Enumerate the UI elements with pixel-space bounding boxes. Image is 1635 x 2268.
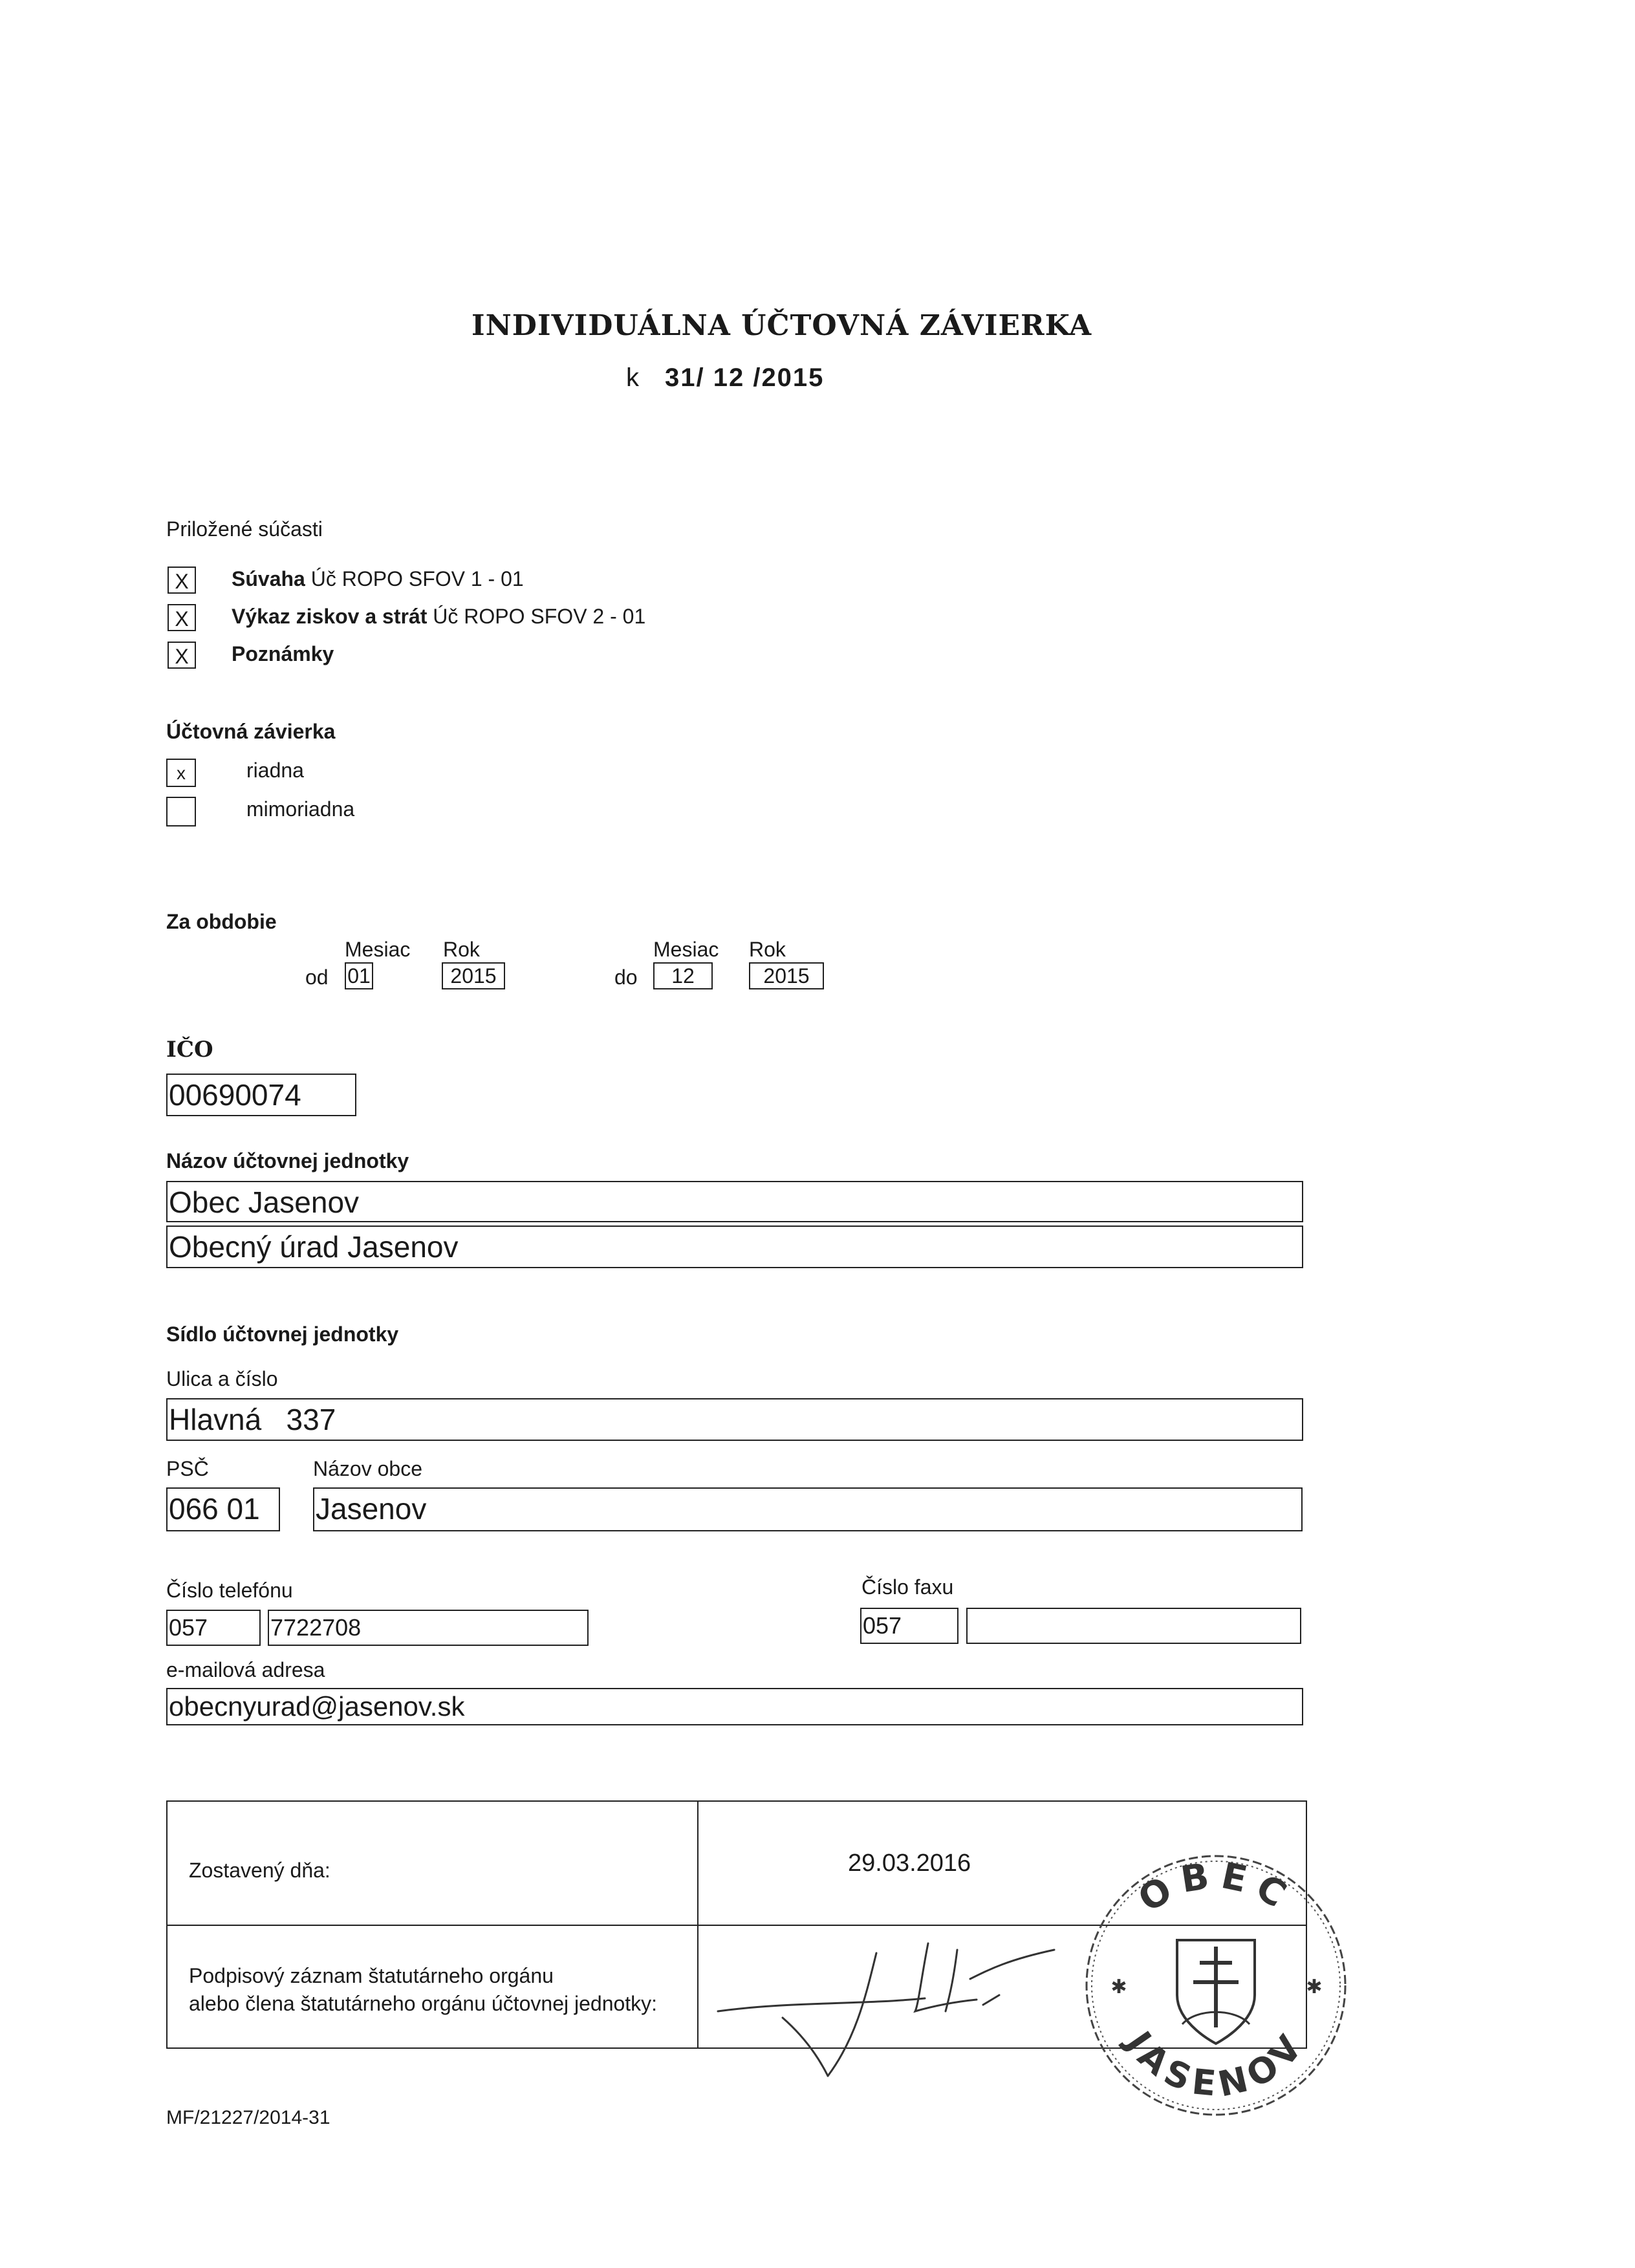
stamp-star-icon: ✱ <box>1110 1976 1127 1998</box>
closing-date-value: 31/ 12 /2015 <box>665 363 825 392</box>
closing-date-prefix: k <box>626 363 639 392</box>
attachment-checkbox-poznamky[interactable]: X <box>168 642 196 669</box>
phone-prefix-field[interactable]: 057 <box>166 1610 261 1646</box>
entity-name-line2-field[interactable]: Obecný úrad Jasenov <box>166 1226 1303 1268</box>
stamp-bottom-text: JASENOV <box>1118 2023 1314 2105</box>
statement-type-extraordinary-label: mimoriadna <box>246 797 355 821</box>
svg-text:OBEC <box>1131 1854 1301 1921</box>
attachment-name: Poznámky <box>232 642 334 665</box>
official-stamp <box>1074 1843 1358 2128</box>
statement-type-checkbox-extraordinary[interactable] <box>166 797 196 826</box>
period-to-month-label: Mesiac <box>653 938 719 961</box>
closing-date <box>626 363 824 393</box>
city-label: Názov obce <box>313 1457 422 1480</box>
attachment-item-suvaha <box>232 567 524 591</box>
ico-label: IČO <box>166 1037 213 1063</box>
fax-prefix-field[interactable]: 057 <box>860 1608 958 1644</box>
attachments-label: Priložené súčasti <box>166 517 323 541</box>
ico-field[interactable]: 00690074 <box>166 1074 356 1116</box>
statement-type-regular-label: riadna <box>246 759 304 782</box>
email-field[interactable]: obecnyurad@jasenov.sk <box>166 1688 1303 1725</box>
attachment-name: Výkaz ziskov a strát <box>232 605 428 628</box>
compiled-on-date: 29.03.2016 <box>848 1850 971 1877</box>
period-from-month-label: Mesiac <box>345 938 411 961</box>
attachment-code: Úč ROPO SFOV 2 - 01 <box>433 605 646 628</box>
street-label: Ulica a číslo <box>166 1367 278 1390</box>
attachment-checkbox-vykaz[interactable]: X <box>168 604 196 631</box>
email-label: e-mailová adresa <box>166 1658 325 1681</box>
stamp-top-text: OBEC <box>1131 1854 1301 1921</box>
period-to-year-label: Rok <box>749 938 786 961</box>
city-field[interactable]: Jasenov <box>313 1487 1303 1531</box>
attachment-item-poznamky <box>232 642 334 666</box>
period-to-month-field[interactable]: 12 <box>653 962 713 989</box>
signature-label-line2: alebo člena štatutárneho orgánu účtovnej jednotky: <box>189 1992 658 2015</box>
entity-name-line1-field[interactable]: Obec Jasenov <box>166 1181 1303 1222</box>
period-from-label: od <box>305 966 329 989</box>
period-label: Za obdobie <box>166 910 277 933</box>
form-code: MF/21227/2014-31 <box>166 2107 330 2128</box>
handwritten-signature <box>711 1914 1074 2082</box>
period-from-year-field[interactable]: 2015 <box>442 962 505 989</box>
document-title: INDIVIDUÁLNA ÚČTOVNÁ ZÁVIERKA <box>471 309 1092 342</box>
period-to-year-field[interactable]: 2015 <box>749 962 824 989</box>
fax-label: Číslo faxu <box>861 1575 954 1599</box>
statement-type-checkbox-regular[interactable]: x <box>166 759 196 787</box>
phone-number-field[interactable]: 7722708 <box>268 1610 589 1646</box>
attachment-name: Súvaha <box>232 567 305 590</box>
statement-type-label: Účtovná závierka <box>166 720 336 743</box>
compiled-on-label: Zostavený dňa: <box>189 1859 330 1882</box>
psc-field[interactable]: 066 01 <box>166 1487 280 1531</box>
period-to-label: do <box>614 966 638 989</box>
signature-label-line1: Podpisový záznam štatutárneho orgánu <box>189 1964 554 1987</box>
period-from-month-field[interactable]: 01 <box>345 962 373 989</box>
fax-number-field[interactable] <box>966 1608 1301 1644</box>
entity-name-label: Názov účtovnej jednotky <box>166 1149 409 1172</box>
street-field[interactable]: Hlavná 337 <box>166 1398 1303 1441</box>
coat-of-arms-icon <box>1177 1940 1255 2044</box>
psc-label: PSČ <box>166 1457 209 1480</box>
stamp-star-icon: ✱ <box>1306 1976 1323 1998</box>
phone-label: Číslo telefónu <box>166 1579 293 1602</box>
svg-text:JASENOV <box>1117 2022 1314 2105</box>
attachment-code: Úč ROPO SFOV 1 - 01 <box>310 567 524 590</box>
attachment-checkbox-suvaha[interactable]: X <box>168 567 196 594</box>
address-label: Sídlo účtovnej jednotky <box>166 1323 399 1346</box>
attachment-item-vykaz <box>232 605 645 629</box>
period-from-year-label: Rok <box>443 938 480 961</box>
